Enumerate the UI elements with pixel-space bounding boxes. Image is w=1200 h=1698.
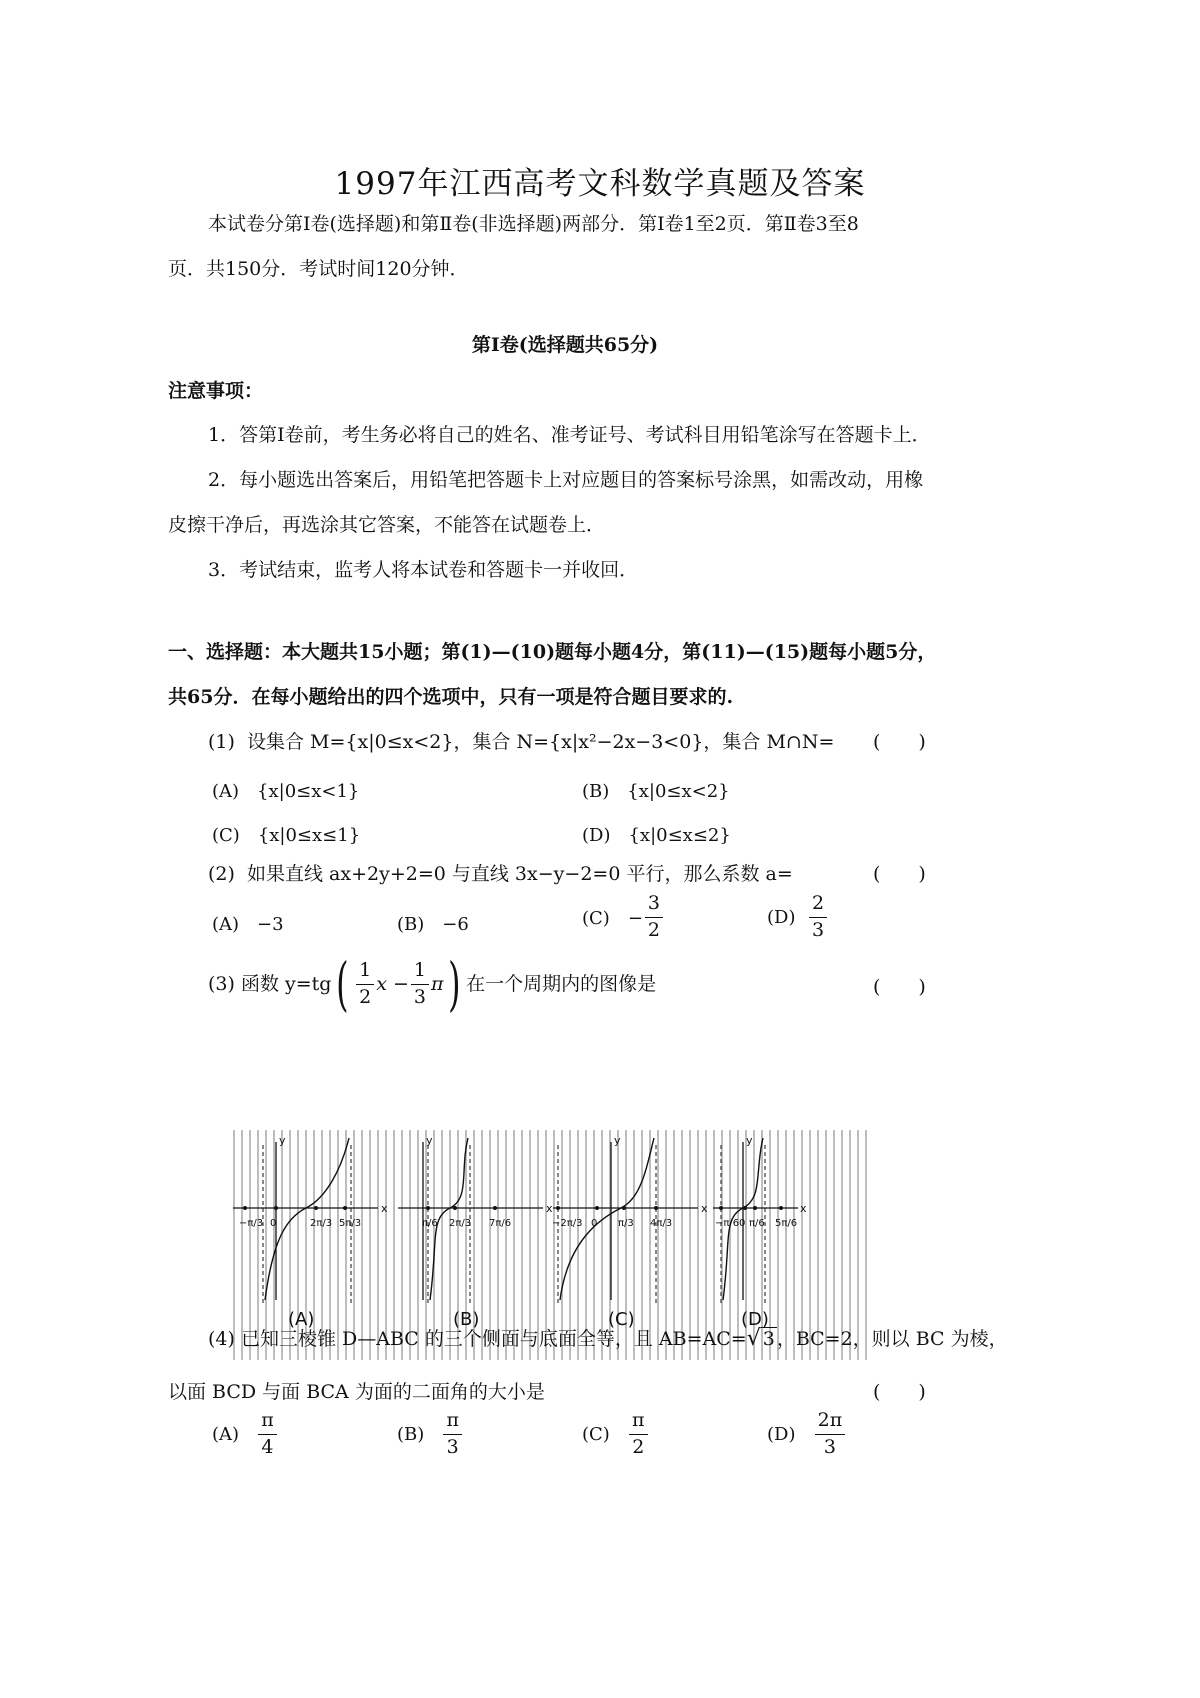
- tick-dot-0-0: [243, 1206, 247, 1210]
- question-2-number: (2): [208, 863, 235, 885]
- tick-dot-3-3: [779, 1206, 783, 1210]
- q3-graphs-figure: [233, 1130, 873, 1360]
- q4-option-a: (A) $\frac{\pi}{4}$: [212, 1410, 279, 1459]
- question-3-number: (3): [208, 972, 235, 995]
- question-1-text: 设集合 M={x|0≤x<2}，集合 N={x|x²−2x−3<0}，集合 M∩N=: [247, 731, 835, 753]
- notice-item-2-line-2: 皮擦干净后，再选涂其它答案，不能答在试题卷上．: [168, 514, 606, 536]
- y-axis-label-2: y: [614, 1134, 621, 1147]
- graph-label-2: (C): [608, 1309, 635, 1330]
- tick-label-2-1: 0: [591, 1218, 598, 1229]
- tick-dot-2-1: [595, 1206, 599, 1210]
- tick-dot-0-3: [343, 1206, 347, 1210]
- graph-label-3: (D): [741, 1309, 769, 1330]
- notice-item-3: 3．考试结束，监考人将本试卷和答题卡一并收回．: [208, 559, 639, 581]
- x-axis-label-0: x: [381, 1202, 388, 1215]
- question-2-stem: [208, 865, 793, 884]
- tick-label-0-0: −π/3: [239, 1218, 264, 1229]
- tick-dot-2-3: [654, 1206, 658, 1210]
- intro-line-1: 本试卷分第Ⅰ卷(选择题)和第Ⅱ卷(非选择题)两部分．第Ⅰ卷1至2页．第Ⅱ卷3至8: [208, 213, 859, 235]
- answer-blank-q2: ( ): [873, 863, 926, 885]
- q2-option-b: (B) −6: [397, 914, 469, 935]
- tick-label-3-0: −π/6: [715, 1218, 740, 1229]
- q4-option-c: (C) $\frac{\pi}{2}$: [582, 1410, 650, 1459]
- notice-heading: 注意事项：: [168, 380, 264, 402]
- question-2-text: 如果直线 ax+2y+2=0 与直线 3x−y−2=0 平行，那么系数 a=: [247, 863, 793, 885]
- q2-option-c: (C) − $\frac{3}{2}$: [582, 893, 665, 942]
- q2-option-d-fraction: $\frac{2}{3}$: [809, 893, 827, 942]
- q1-option-a: (A) {x|0≤x<1}: [212, 781, 360, 802]
- tick-dot-2-2: [622, 1206, 626, 1210]
- tick-label-2-2: π/3: [618, 1218, 634, 1229]
- part1-instructions-line-1: 一、选择题：本大题共15小题；第(1)—(10)题每小题4分，第(11)—(15)题每小题5分，: [168, 641, 937, 663]
- question-1-number: (1): [208, 731, 235, 753]
- tick-label-3-1: 0: [739, 1218, 746, 1229]
- tick-label-3-3: 5π/6: [775, 1218, 798, 1229]
- tick-dot-3-1: [743, 1206, 747, 1210]
- tick-dot-0-1: [274, 1206, 278, 1210]
- answer-blank-q3: ( ): [873, 976, 926, 998]
- q2-option-c-fraction: $\frac{3}{2}$: [645, 893, 663, 942]
- figure-background-stripes: [233, 1130, 873, 1360]
- section-title: 第Ⅰ卷(选择题共65分): [471, 334, 659, 356]
- q1-option-b: (B) {x|0≤x<2}: [582, 781, 730, 802]
- q3-fraction-1: $\frac{1}{2}$: [356, 960, 374, 1009]
- q2-option-a: (A) −3: [212, 914, 284, 935]
- tick-dot-3-0: [719, 1206, 723, 1210]
- tick-label-2-3: 4π/3: [650, 1218, 673, 1229]
- tick-dot-0-2: [314, 1206, 318, 1210]
- q1-option-d: (D) {x|0≤x≤2}: [582, 825, 731, 846]
- tick-label-1-0: π/6: [422, 1218, 438, 1229]
- question-3-stem: (3) 函数 y=tg ( $\frac{1}{2}$ x − $\frac{1}{3}$ π ) 在一个周期内的图像是: [208, 950, 657, 1018]
- question-1-stem: [208, 733, 834, 752]
- graph-label-1: (B): [453, 1309, 480, 1330]
- answer-blank-q4: ( ): [873, 1381, 926, 1403]
- y-axis-label-3: y: [746, 1134, 753, 1147]
- q4-option-b: (B) $\frac{\pi}{3}$: [397, 1410, 464, 1459]
- tick-label-1-2: 7π/6: [489, 1218, 512, 1229]
- tick-dot-2-0: [556, 1206, 560, 1210]
- tick-dot-1-1: [453, 1206, 457, 1210]
- q1-option-c: (C) {x|0≤x≤1}: [212, 825, 361, 846]
- q2-option-d: (D) $\frac{2}{3}$: [767, 893, 829, 942]
- tick-label-2-0: −2π/3: [552, 1218, 583, 1229]
- tick-label-0-2: 2π/3: [310, 1218, 333, 1229]
- tick-dot-1-2: [493, 1206, 497, 1210]
- tick-dot-3-2: [753, 1206, 757, 1210]
- x-axis-label-2: x: [701, 1202, 708, 1215]
- sqrt-3: √ 3: [746, 1326, 775, 1351]
- tick-label-1-1: 2π/3: [449, 1218, 472, 1229]
- y-axis-label-1: y: [426, 1134, 433, 1147]
- answer-blank-q1: ( ): [873, 731, 926, 753]
- question-4-number: (4): [208, 1327, 235, 1350]
- notice-item-1: 1．答第Ⅰ卷前，考生务必将自己的姓名、准考证号、考试科目用铅笔涂写在答题卡上．: [208, 424, 931, 446]
- x-axis-label-1: x: [546, 1202, 553, 1215]
- page-title: 1997年江西高考文科数学真题及答案: [334, 166, 866, 202]
- y-axis-label-0: y: [279, 1134, 286, 1147]
- notice-item-2-line-1: 2．每小题选出答案后，用铅笔把答题卡上对应题目的答案标号涂黑，如需改动，用橡: [208, 469, 924, 491]
- question-4-stem-line-2: 以面 BCD 与面 BCA 为面的二面角的大小是: [168, 1381, 545, 1403]
- tick-label-0-1: 0: [270, 1218, 277, 1229]
- x-axis-label-3: x: [800, 1202, 807, 1215]
- q4-option-d: (D) $\frac{2\pi}{3}$: [767, 1410, 847, 1459]
- q3-fraction-2: $\frac{1}{3}$: [411, 960, 429, 1009]
- intro-line-2: 页．共150分．考试时间120分钟．: [168, 258, 469, 280]
- tick-label-0-3: 5π/3: [339, 1218, 362, 1229]
- part1-instructions-line-2: 共65分．在每小题给出的四个选项中，只有一项是符合题目要求的.: [168, 686, 734, 708]
- graph-label-0: (A): [288, 1309, 315, 1330]
- tick-label-3-2: π/6: [749, 1218, 765, 1229]
- question-4-stem-line-1: (4) 已知三棱锥 D—ABC 的三个侧面与底面全等，且 AB=AC= √ 3 ，BC=2，则以 BC 为棱，: [208, 1326, 1008, 1351]
- tick-dot-1-0: [426, 1206, 430, 1210]
